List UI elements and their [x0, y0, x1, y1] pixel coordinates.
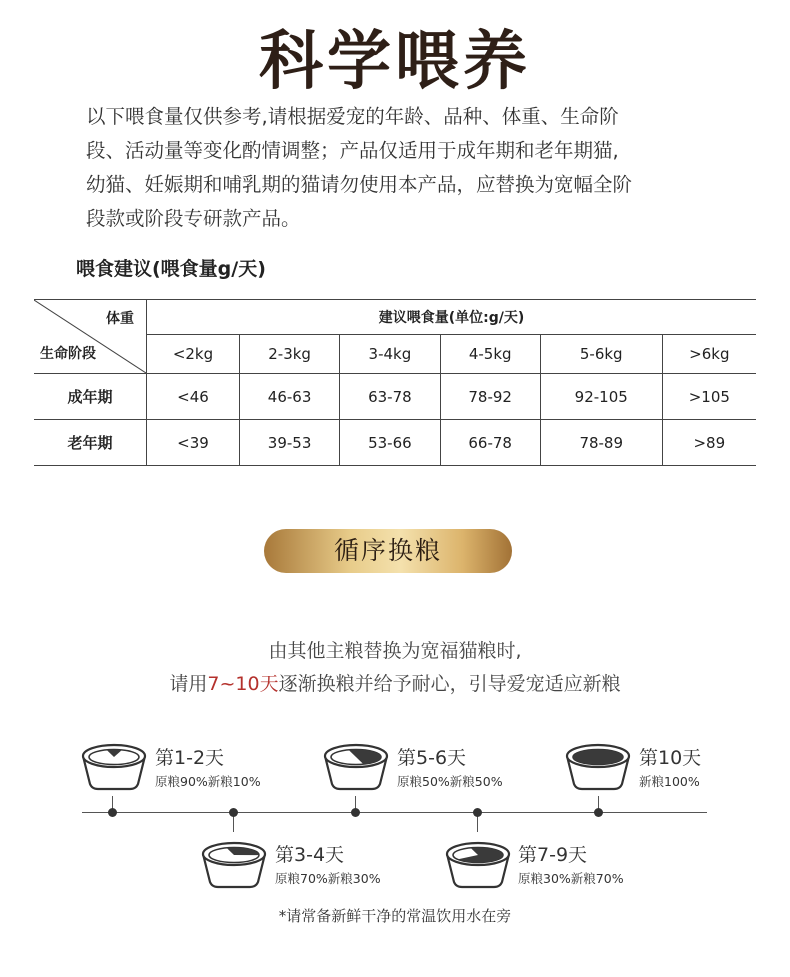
value-cell: >89 — [662, 420, 756, 466]
step-ratio: 原粮50%新粮50% — [397, 774, 503, 789]
value-cell: 78-89 — [540, 420, 662, 466]
switch-note-line1: 由其他主粮替换为宽福猫粮时, — [268, 640, 522, 662]
weight-cell: >6kg — [662, 335, 756, 374]
table-corner-cell — [34, 300, 147, 374]
food-bowl-icon — [444, 840, 512, 890]
value-cell: <39 — [147, 420, 240, 466]
timeline-tick — [233, 816, 234, 832]
table-row — [34, 374, 756, 420]
value-cell: 46-63 — [239, 374, 339, 420]
step-label: 第3-4天 — [275, 844, 345, 866]
water-footnote: *请常备新鲜干净的常温饮用水在旁 — [278, 907, 512, 925]
intro-line: 以下喂食量仅供参考,请根据爱宠的年龄、品种、体重、生命阶 — [86, 105, 619, 128]
stage-cell: 老年期 — [34, 420, 147, 466]
weight-cell: 2-3kg — [239, 335, 339, 374]
weight-cell: <2kg — [147, 335, 240, 374]
switch-section-title: 循序换粮 — [264, 529, 512, 573]
value-cell: 78-92 — [440, 374, 540, 420]
corner-weight-label: 体重 — [106, 311, 134, 327]
intro-line: 幼猫、妊娠期和哺乳期的猫请勿使用本产品，应替换为宽幅全阶 — [86, 173, 633, 196]
corner-stage-label: 生命阶段 — [40, 346, 96, 362]
weight-cell: 3-4kg — [340, 335, 440, 374]
table-row — [34, 420, 756, 466]
food-bowl-icon — [564, 742, 632, 792]
weight-cell: 5-6kg — [540, 335, 662, 374]
value-cell: 53-66 — [340, 420, 440, 466]
intro-text — [86, 100, 716, 236]
feeding-table-title: 喂食建议(喂食量g/天) — [76, 258, 266, 280]
value-cell: 39-53 — [239, 420, 339, 466]
switch-note-line2 — [0, 669, 790, 696]
step-label: 第1-2天 — [155, 747, 225, 769]
timeline-dot — [351, 808, 360, 817]
value-cell: 92-105 — [540, 374, 662, 420]
step-ratio: 原粮30%新粮70% — [518, 871, 624, 886]
value-cell: 66-78 — [440, 420, 540, 466]
switch-note-prefix: 请用 — [169, 673, 208, 695]
feeding-table — [34, 299, 756, 466]
intro-line: 段、活动量等变化酌情调整；产品仅适用于成年期和老年期猫, — [86, 139, 619, 162]
food-bowl-icon — [322, 742, 390, 792]
timeline-dot — [473, 808, 482, 817]
weight-cell: 4-5kg — [440, 335, 540, 374]
step-ratio: 原粮90%新粮10% — [155, 774, 261, 789]
timeline-tick — [477, 816, 478, 832]
timeline-dot — [229, 808, 238, 817]
value-cell: >105 — [662, 374, 756, 420]
step-label: 第7-9天 — [518, 844, 588, 866]
step-label: 第5-6天 — [397, 747, 467, 769]
switch-duration-highlight: 7~10天 — [207, 673, 279, 695]
intro-line: 段款或阶段专研款产品。 — [86, 207, 301, 230]
value-cell: <46 — [147, 374, 240, 420]
timeline-dot — [594, 808, 603, 817]
stage-cell: 成年期 — [34, 374, 147, 420]
step-label: 第10天 — [639, 747, 702, 769]
timeline-dot — [108, 808, 117, 817]
table-header-amount: 建议喂食量(单位:g/天) — [147, 300, 757, 335]
timeline-line — [82, 812, 707, 813]
bowl-food-new — [573, 750, 623, 765]
step-ratio: 新粮100% — [639, 774, 700, 789]
food-bowl-icon — [80, 742, 148, 792]
step-ratio: 原粮70%新粮30% — [275, 871, 381, 886]
food-bowl-icon — [200, 840, 268, 890]
value-cell: 63-78 — [340, 374, 440, 420]
page-title: 科学喂养 — [259, 25, 531, 99]
table-header-row — [34, 300, 756, 335]
switch-note-suffix: 逐渐换粮并给予耐心，引导爱宠适应新粮 — [278, 673, 621, 695]
